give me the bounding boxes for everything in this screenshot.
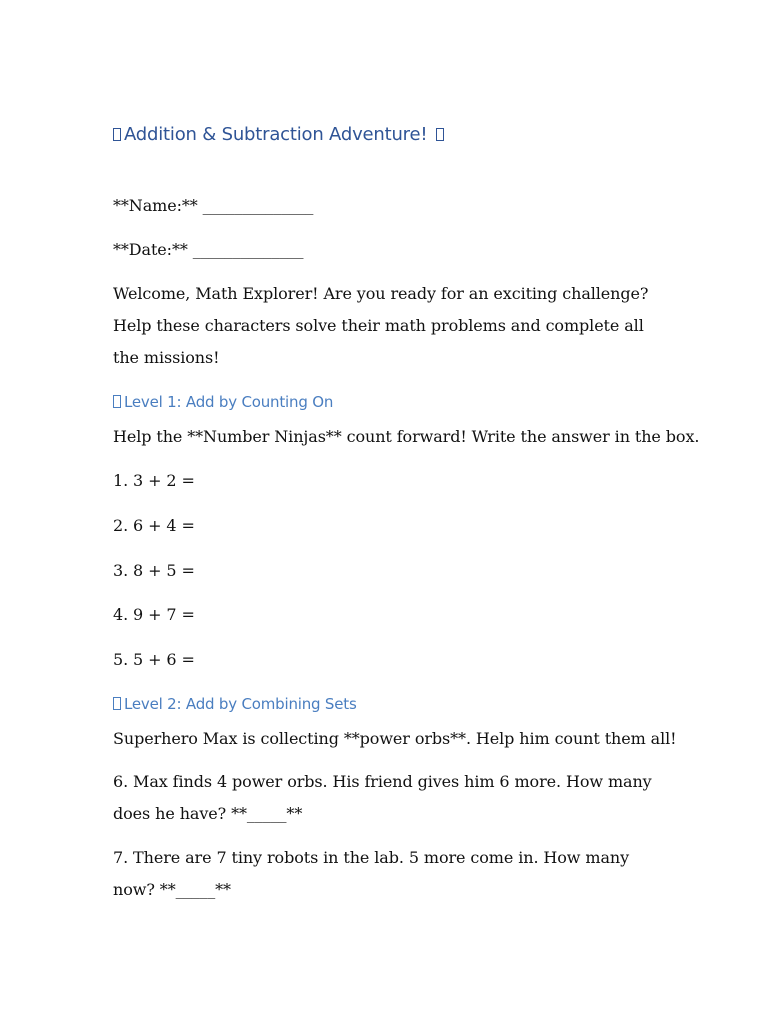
missing-glyph-icon [113,697,121,710]
name-line: **Name:** ______________ [113,196,314,215]
problem-7: 7. There are 7 tiny robots in the lab. 5 more come in. How many now? **_____** [113,848,630,899]
intro-paragraph: Welcome, Math Explorer! Are you ready for an exciting challenge? Help these characters solve their math problems and complete all the missions! [113,284,649,367]
missing-glyph-icon [436,128,444,141]
missing-glyph-icon [113,395,121,408]
level1-instruction: Help the **Number Ninjas** count forward! Write the answer in the box. [113,427,700,446]
worksheet-title [113,124,447,145]
level1-heading-text: Level 1: Add by Counting On [124,393,334,411]
level2-heading [113,695,357,713]
level2-instruction: Superhero Max is collecting **power orbs**. Help him count them all! [113,729,677,748]
level1-heading [113,393,333,411]
problem-4: 4. 9 + 7 = [113,605,195,624]
problem-6: 6. Max finds 4 power orbs. His friend gives him 6 more. How many does he have? **_____** [113,772,652,823]
problem-1: 1. 3 + 2 = [113,471,195,490]
problem-3: 3. 8 + 5 = [113,561,195,580]
problem-5: 5. 5 + 6 = [113,650,195,669]
worksheet-title-text: Addition & Subtraction Adventure! [124,124,428,145]
date-line: **Date:** ______________ [113,240,304,259]
missing-glyph-icon [113,128,121,141]
problem-2: 2. 6 + 4 = [113,516,195,535]
level2-heading-text: Level 2: Add by Combining Sets [124,695,357,713]
